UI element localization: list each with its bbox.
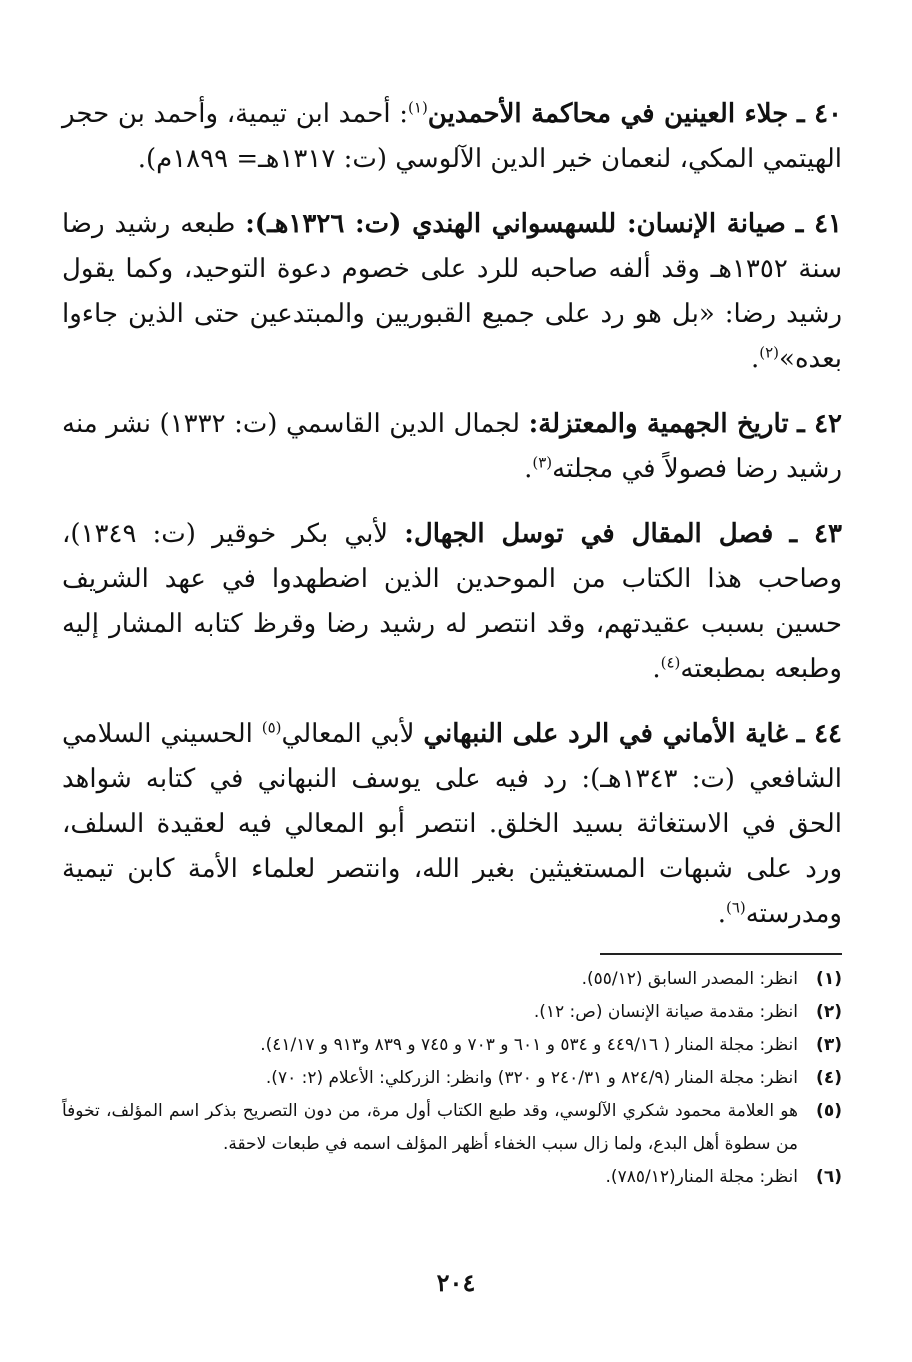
footnote-2 [62,996,842,1029]
entry-title: فصل المقال في توسل الجهال: [404,519,774,549]
entry-text: طبعه رشيد رضا سنة ١٣٥٢هـ وقد ألفه صاحبه للرد على خصوم دعوة التوحيد، وكما يقول رشيد رضا: «بل هو رد على جميع القبوريين والمبتدعين حتى الذين جاءوا بعده» [62,209,843,374]
entry-number: ٤١ ـ [795,209,842,239]
entry-text: لجمال الدين القاسمي (ت: ١٣٣٢) نشر منه رشيد رضا فصولاً في مجلته [62,409,842,484]
footnote-number: (٣) [816,1035,842,1055]
footnote-number: (٦) [816,1167,842,1187]
entry-text: لأبي المعالي [281,719,424,749]
footnote-6 [62,1161,842,1194]
entry-number: ٤٢ ـ [797,409,843,439]
footnote-separator [600,953,842,955]
main-text [62,92,842,957]
entry-42: ٤٢ ـ تاريخ الجهمية والمعتزلة: لجمال الدين القاسمي (ت: ١٣٣٢) نشر منه رشيد رضا فصولاً في مجلته$^{(٣)}$. [62,409,843,484]
entry-text-continued: الحسيني السلامي الشافعي (ت: ١٣٤٣هـ): رد فيه على يوسف النبهاني في كتابه شواهد الحق في الاستغاثة بسيد الخلق. انتصر أبو المعالي فيه لعقيدة السلف، ورد على شبهات المستغيثين بغير الله، وانتصر لعلماء الأمة كابن تيمية ومدرسته [62,719,842,929]
footnotes [62,963,842,1194]
footnote-3 [62,1029,842,1062]
entry-text: لأبي بكر خوقير (ت: ١٣٤٩)، وصاحب هذا الكتاب من الموحدين الذين اضطهدوا في عهد الشريف حسين بسبب عقيدتهم، وقد انتصر له رشيد رضا وقرظ كتابه المشار إليه وطبعه بمطبعته [62,519,842,684]
footnote-1 [62,963,842,996]
entry-title: تاريخ الجهمية والمعتزلة: [528,409,789,439]
footnote-5 [62,1095,842,1161]
entry-43: ٤٣ ـ فصل المقال في توسل الجهال: لأبي بكر خوقير (ت: ١٣٤٩)، وصاحب هذا الكتاب من الموحدين الذين اضطهدوا في عهد الشريف حسين بسبب عقيدتهم، وقد انتصر له رشيد رضا وقرظ كتابه المشار إليه وطبعه بمطبعته$^{(٤)}$. [62,519,842,684]
entry-text: : أحمد ابن تيمية، وأحمد بن حجر الهيتمي المكي، لنعمان خير الدين الآلوسي (ت: ١٣١٧هـ= ١٨٩٩م). [62,99,842,174]
entry-number: ٤٤ ـ [796,719,843,749]
footnote-number: (٥) [816,1101,842,1121]
page-number: ٢٠٤ [436,1268,476,1297]
footnote-text: انظر: مجلة المنار(٧٨٥/١٢). [605,1167,798,1187]
footnote-number: (٢) [816,1002,842,1022]
entry-44: ٤٤ ـ غاية الأماني في الرد على النبهاني لأبي المعالي$^{(٥)}$ الحسيني السلامي الشافعي (ت: ١٣٤٣هـ): رد فيه على يوسف النبهاني في كتابه شواهد الحق في الاستغاثة بسيد الخلق. انتصر أبو المعالي فيه لعقيدة السلف، ورد على شبهات المستغيثين بغير الله، وانتصر لعلماء الأمة كابن تيمية ومدرسته$^{(٦)}$. [62,718,843,929]
footnote-4 [62,1062,842,1095]
footnote-ref[interactable]: (١) [408,98,428,117]
footnote-ref[interactable]: (٤) [660,653,681,672]
footnote-text: انظر: مجلة المنار ( ٤٤٩/١٦ و ٥٣٤ و ٦٠١ و ٧٠٣ و ٧٤٥ و ٨٣٩ و٩١٣ و ٤١/١٧). [260,1035,798,1055]
entry-41: ٤١ ـ صيانة الإنسان: للسهسواني الهندي (ت: ١٣٢٦هـ): طبعه رشيد رضا سنة ١٣٥٢هـ وقد ألفه صاحبه للرد على خصوم دعوة التوحيد، وكما يقول رشيد رضا: «بل هو رد على جميع القبوريين والمبتدعين حتى الذين جاءوا بعده»$^{(٢)}$. [62,209,843,374]
footnote-number: (٤) [816,1068,842,1088]
footnote-ref[interactable]: (٥) [261,718,282,737]
footnote-number: (١) [816,969,842,989]
footnote-ref[interactable]: (٣) [532,453,553,472]
entry-title: صيانة الإنسان: للسهسواني الهندي (ت: ١٣٢٦هـ): [245,209,786,239]
entry-number: ٤٠ ـ [797,99,843,129]
entry-title: جلاء العينين في محاكمة الأحمدين [427,99,789,129]
footnote-text: انظر: مجلة المنار (٨٢٤/٩ و ٢٤٠/٣١ و ٣٢٠) وانظر: الزركلي: الأعلام (٢: ٧٠). [265,1068,798,1088]
entry-40 [62,92,842,182]
entry-title: غاية الأماني في الرد على النبهاني [423,719,788,749]
footnote-text: انظر: مقدمة صيانة الإنسان (ص: ١٢). [533,1002,798,1022]
footnote-text: هو العلامة محمود شكري الآلوسي، وقد طبع الكتاب أول مرة، من دون التصريح بذكر اسم المؤلف، تخوفاً من سطوة أهل البدع، ولما زال سبب الخفاء أظهر المؤلف اسمه في طبعات لاحقة. [62,1101,798,1154]
footnote-text: انظر: المصدر السابق (٥٥/١٢). [581,969,798,989]
footnote-ref[interactable]: (٦) [725,898,746,917]
footnote-ref[interactable]: (٢) [759,343,780,362]
entry-number: ٤٣ ـ [789,519,842,549]
